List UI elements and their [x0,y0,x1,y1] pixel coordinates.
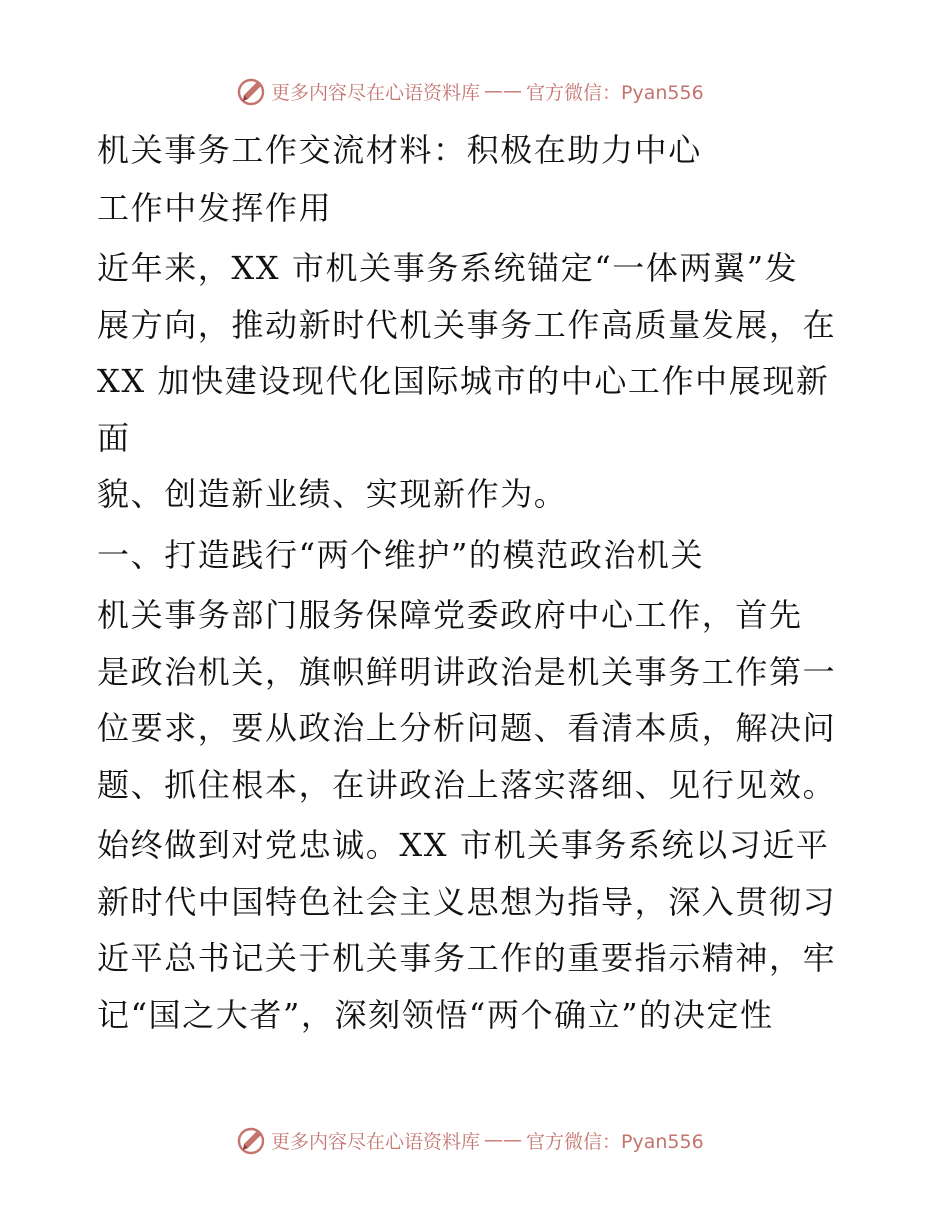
document-title-line-1: 机关事务工作交流材料：积极在助力中心 [97,131,702,169]
watermark-separator: —— [484,80,523,102]
paragraph-line: 题、抓住根本，在讲政治上落实落细、见行见效。 [97,765,837,804]
pen-logo-icon [235,75,267,107]
document-title-line-2: 工作中发挥作用 [97,188,333,227]
paragraph-line: 记“国之大者”，深刻领悟“两个确立”的决定性 [97,995,774,1034]
paragraph-political-organ [97,587,857,813]
paragraph-line: XX 加快建设现代化国际城市的中心工作中展现新面 [97,362,830,457]
paragraph-line: 近平总书记关于机关事务工作的重要指示精神，牢 [97,939,837,977]
paragraph-line: 近年来，XX 市机关事务系统锚定“一体两翼”发 [97,249,799,287]
section-heading-1 [97,527,857,584]
watermark-contact: 官方微信：Pyan556 [526,1130,704,1153]
paragraph-line: 机关事务部门服务保障党委政府中心工作，首先 [97,596,803,634]
watermark-text: 更多内容尽在心语资料库 [271,1130,481,1153]
watermark-header [235,74,704,108]
paragraph-line: 展方向，推动新时代机关事务工作高质量发展，在 [97,305,837,344]
document-body [97,122,857,1043]
paragraph-line: 位要求，要从政治上分析问题、看清本质，解决问 [97,709,837,747]
pen-logo-icon [235,1124,267,1156]
section-heading-text: 一、打造践行“两个维护”的模范政治机关 [97,535,705,574]
watermark-text: 更多内容尽在心语资料库 [271,81,481,104]
paragraph-line: 貌、创造新业绩、实现新作为。 [97,475,568,513]
paragraph-line: 是政治机关，旗帜鲜明讲政治是机关事务工作第一 [97,652,837,691]
watermark-separator: —— [484,1129,523,1151]
watermark-contact: 官方微信：Pyan556 [526,81,704,104]
paragraph-intro [97,240,857,523]
watermark-footer [235,1123,704,1157]
paragraph-loyalty [97,817,857,1043]
paragraph-line: 始终做到对党忠诚。XX 市机关事务系统以习近平 [97,826,830,864]
paragraph-line: 新时代中国特色社会主义思想为指导，深入贯彻习 [97,882,837,921]
